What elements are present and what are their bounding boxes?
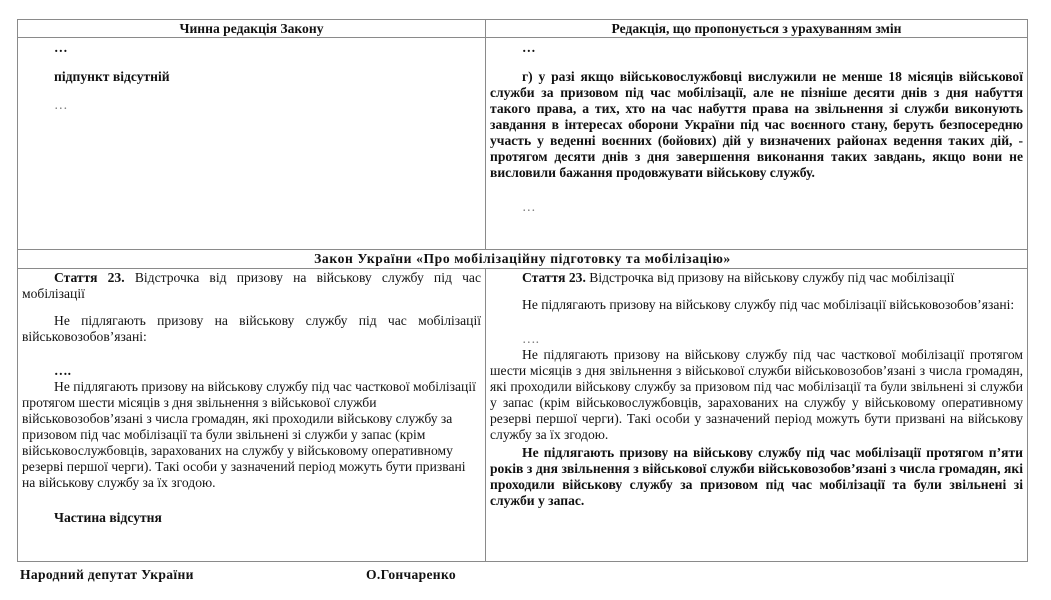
signatory-name: О.Гончаренко bbox=[366, 567, 456, 582]
law-section-title: Закон України «Про мобілізаційну підготовку та мобілізацію» bbox=[18, 250, 1028, 269]
section-header-row bbox=[18, 250, 1028, 269]
article-title: Відстрочка від призову на військову службу під час мобілізації bbox=[585, 270, 955, 285]
cell-current-article-23 bbox=[18, 269, 486, 562]
table-header-row bbox=[18, 20, 1028, 38]
ellipsis: …. bbox=[522, 331, 539, 346]
ellipsis: … bbox=[522, 199, 536, 214]
comparison-table bbox=[17, 19, 1028, 562]
article-label: Стаття 23. bbox=[54, 270, 125, 285]
partial-mobilization-paragraph: Не підлягають призову на військову службу під час часткової мобілізації протягом шести місяців з дня звільнення з військової служби військовозобов’язані з числа громадян, які проходили військову службу за призовом під час мобілізації та були звільнені зі служби у запас (крім військовослужбовців, зарахованих на службу у військовому оперативному резерві першої черги). Такі особи у зазначений період можуть бути призвані на військову службу за їх згодою. bbox=[22, 379, 476, 490]
signatory-role: Народний депутат України bbox=[20, 567, 194, 582]
article-intro: Не підлягають призову на військову службу під час мобілізації військовозобов’язані: bbox=[522, 297, 1015, 312]
ellipsis: … bbox=[54, 40, 68, 55]
table-row bbox=[18, 269, 1028, 562]
article-title: Відстрочка від призову на військову службу під час мобілізації bbox=[22, 270, 481, 301]
cell-proposed-article-23 bbox=[486, 269, 1028, 562]
column-header-current: Чинна редакція Закону bbox=[18, 20, 486, 38]
cell-proposed-subpoint bbox=[486, 38, 1028, 250]
article-heading bbox=[490, 269, 1023, 286]
subpoint-absent-label: підпункт відсутній bbox=[54, 69, 170, 84]
table-row bbox=[18, 38, 1028, 250]
article-heading bbox=[22, 269, 481, 302]
column-header-proposed: Редакція, що пропонується з урахуванням змін bbox=[486, 20, 1028, 38]
part-absent-label: Частина відсутня bbox=[54, 510, 162, 525]
cell-current-subpoint bbox=[18, 38, 486, 250]
article-label: Стаття 23. bbox=[522, 270, 586, 285]
ellipsis: … bbox=[522, 40, 536, 55]
ellipsis: … bbox=[54, 97, 68, 112]
ellipsis: …. bbox=[54, 363, 71, 378]
subpoint-g-text: г) у разі якщо військовослужбовці вислужили не менше 18 місяців військової служби за призовом під час мобілізації, але не пізніше десяти днів з дня набуття такого права, а тих, хто на час набуття права на звільнення зі служби виконують завдання в інтересах оборони України під час воєнного стану, беруть безпосередню участь у веденні воєнних (бойових) дій у визначених районах ведення таких дій, - протягом десяти днів з дня завершення виконання таких завдань, якщо вони не висловили бажання продовжувати військову службу. bbox=[490, 69, 1023, 180]
article-intro: Не підлягають призову на військову службу під час мобілізації військовозобов’язані: bbox=[22, 313, 481, 344]
new-five-year-paragraph: Не підлягають призову на військову службу під час мобілізації протягом п’яти років з дня звільнення з військової служби військовозобов’язані з числа громадян, які проходили військову службу за призовом під час мобілізації та були звільнені зі служби у запас. bbox=[490, 445, 1023, 508]
partial-mobilization-paragraph: Не підлягають призову на військову службу під час часткової мобілізації протягом шести місяців з дня звільнення з військової служби військовозобов’язані з числа громадян, які проходили військову службу за призовом під час мобілізації та були звільнені зі служби у запас (крім військовослужбовців, зарахованих на службу у військовому оперативному резерві першої черги). Такі особи у зазначений період можуть бути призвані на військову службу за їх згодою. bbox=[490, 347, 1023, 442]
